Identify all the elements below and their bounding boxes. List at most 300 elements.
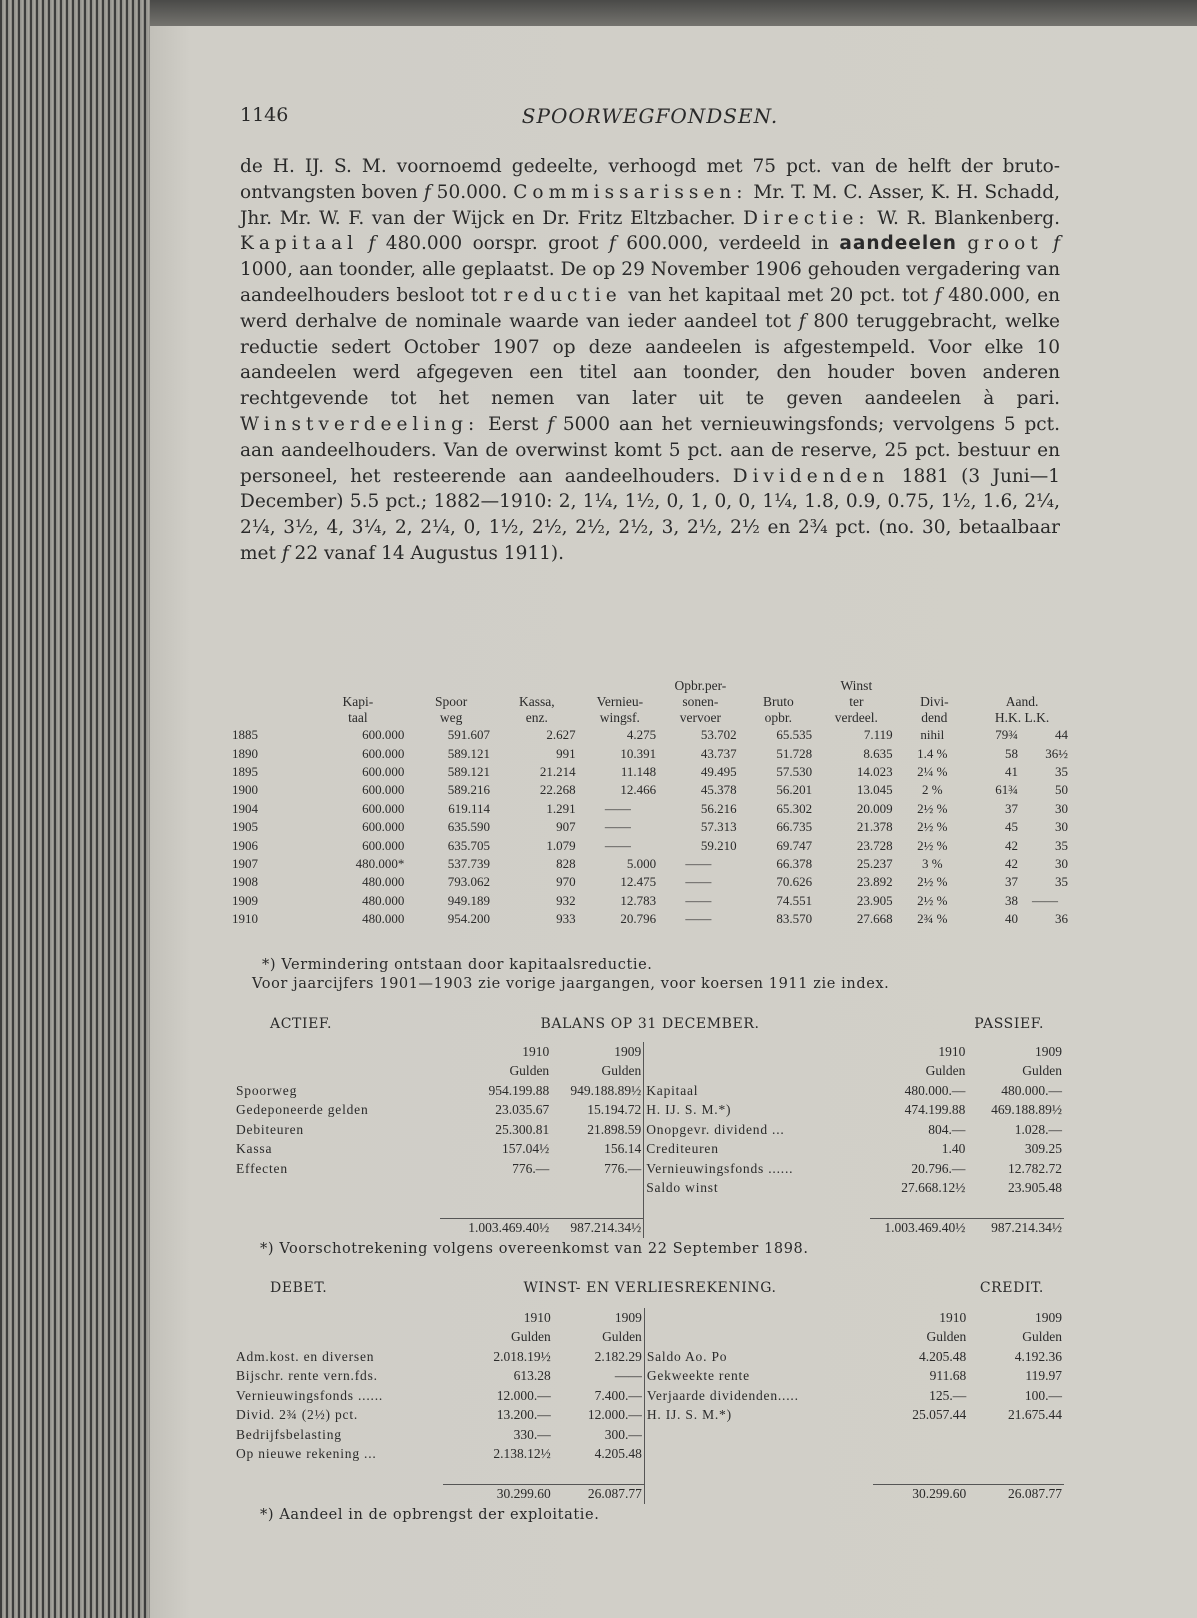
stats-cell: —— — [685, 874, 712, 890]
ledger-row — [234, 1101, 1064, 1121]
stats-cell: 36½ — [1045, 745, 1068, 761]
stats-year: 1909 — [232, 892, 258, 908]
stats-header-cell: Spoor — [435, 694, 468, 709]
stats-header-cell: dend — [921, 710, 948, 725]
text-run: 480.000 oorspr. groot — [375, 233, 609, 255]
ledger-row — [234, 1445, 1064, 1465]
unit: Gulden — [509, 1063, 550, 1079]
right-label: Crediteuren — [644, 1140, 870, 1160]
column-divider — [644, 1042, 870, 1062]
stats-header-row — [232, 678, 1072, 694]
stats-cell: 828 — [556, 855, 576, 871]
stats-cell: 35 — [1055, 763, 1068, 779]
bold-term: aandeelen — [839, 233, 957, 255]
stats-cell: 57.530 — [776, 763, 813, 779]
blank — [968, 1425, 1064, 1445]
year-1910: 1910 — [523, 1309, 551, 1325]
stats-cell: 42 — [1004, 855, 1018, 871]
stats-header-cell — [741, 678, 816, 694]
blank — [551, 1198, 644, 1218]
stats-cell: 14.023 — [856, 763, 893, 779]
stats-cell: 589.121 — [447, 763, 490, 779]
stats-header-cell: H.K. L.K. — [994, 710, 1050, 725]
florin-sign: f — [934, 284, 942, 306]
stats-cell: 38 — [1004, 892, 1018, 908]
total-1910: 30.299.60 — [873, 1484, 969, 1504]
right-value-1910: 804.— — [928, 1121, 966, 1137]
stats-cell: 8.635 — [863, 745, 893, 761]
profit-loss-left-title: DEBET. — [270, 1280, 328, 1296]
ledger-totals — [234, 1484, 1064, 1504]
blank — [870, 1198, 968, 1218]
year-1909: 1909 — [1035, 1309, 1062, 1325]
stats-cell: 56.216 — [700, 800, 737, 816]
blank — [440, 1198, 551, 1218]
spaced-heading: Commissarissen: — [513, 181, 748, 203]
column-divider — [644, 1218, 870, 1238]
stats-cell: 74.551 — [776, 892, 813, 908]
stats-header-cell — [307, 678, 408, 694]
stats-table-head — [232, 678, 1072, 726]
stats-cell: 2¾ % — [917, 911, 948, 927]
stats-cell: 56.201 — [776, 782, 813, 798]
text-run: 22 vanaf 14 Augustus 1911). — [288, 542, 564, 564]
left-value-1910: 330.— — [513, 1426, 551, 1442]
left-label: Divid. 2¾ (2½) pct. — [236, 1407, 359, 1423]
stats-cell: 933 — [556, 911, 576, 927]
stats-cell: 589.216 — [447, 782, 490, 798]
ledger-row — [234, 1179, 1064, 1199]
left-value-1909: 156.14 — [604, 1141, 642, 1157]
stats-header-cell — [580, 678, 661, 694]
stats-header-cell: sonen- — [682, 694, 719, 709]
right-label: Saldo winst — [644, 1179, 870, 1199]
ledger-year-row — [234, 1042, 1064, 1062]
column-divider — [644, 1484, 872, 1504]
total-1910: 1.003.469.40½ — [440, 1218, 551, 1238]
stats-cell: 2½ % — [917, 800, 948, 816]
left-value-1909: 2.182.29 — [594, 1348, 642, 1364]
left-value-1909: 776.— — [604, 1160, 642, 1176]
florin-sign: f — [1053, 233, 1060, 255]
stats-cell: 1.291 — [546, 800, 576, 816]
stats-header-cell: Divi- — [920, 694, 949, 709]
stats-header-cell: wingsf. — [599, 710, 640, 725]
blank — [551, 1179, 644, 1199]
blank — [967, 1198, 1064, 1218]
stats-cell: 40 — [1004, 911, 1018, 927]
stats-cell: —— — [604, 819, 631, 835]
stats-header-cell — [232, 710, 307, 726]
stats-cell: 37 — [1004, 800, 1018, 816]
stats-header-cell: vervoer — [679, 710, 721, 725]
stats-cell: 932 — [556, 892, 576, 908]
column-divider — [644, 1308, 872, 1328]
left-label: Debiteuren — [236, 1121, 304, 1137]
stats-notes — [252, 956, 1052, 994]
text-run: W. R. Blankenberg. — [869, 207, 1060, 229]
right-value-1910: 1.40 — [941, 1141, 966, 1157]
total-1910: 1.003.469.40½ — [870, 1218, 968, 1238]
unit: Gulden — [601, 1063, 642, 1079]
stats-cell: 537.739 — [447, 855, 490, 871]
left-value-1910: 23.035.67 — [495, 1102, 550, 1118]
stats-footnote: *) Vermindering ontstaan door kapitaalsreductie. — [262, 957, 653, 973]
stats-row — [232, 763, 1072, 781]
blank — [968, 1464, 1064, 1484]
blank — [873, 1445, 969, 1465]
balance-right-title: PASSIEF. — [974, 1016, 1044, 1032]
blank — [234, 1062, 440, 1082]
stats-cell: 793.062 — [447, 874, 490, 890]
running-title: SPOORWEGFONDSEN. — [521, 104, 779, 128]
left-label: Bijschr. rente vern.fds. — [236, 1368, 378, 1384]
right-value-1910: 125.— — [929, 1387, 967, 1403]
ledger-totals — [234, 1218, 1064, 1238]
stats-cell: 619.114 — [448, 800, 490, 816]
stats-row — [232, 726, 1072, 744]
right-value-1910: 474.199.88 — [904, 1102, 966, 1118]
stats-header-cell: verdeel. — [834, 710, 878, 725]
right-label: Onopgevr. dividend ... — [644, 1120, 870, 1140]
left-value-1909: 12.000.— — [587, 1407, 642, 1423]
text-run: de H. IJ. S. M. voornoemd gedeelte, verhoogd met 75 pct. van de helft der bruto-ontvangsten boven — [240, 156, 1060, 203]
stats-cell: 949.189 — [447, 892, 490, 908]
stats-header-cell — [494, 678, 580, 694]
text-run: 5000 aan het vernieuwingsfonds; vervolgens 5 pct. aan aandeelhouders. Van de overwinst komt 5 pct. aan de reserve, 25 pct. bestuur en personeel, het resteerende aan aandeelhouders. — [240, 413, 1060, 487]
stats-cell: 50 — [1055, 782, 1068, 798]
company-description-paragraph — [240, 154, 1060, 567]
right-value-1909: 100.— — [1024, 1387, 1062, 1403]
stats-year: 1906 — [232, 837, 258, 853]
stats-header-cell: opbr. — [764, 710, 793, 725]
unit: Gulden — [602, 1329, 642, 1345]
text-run: 480.000, en werd derhalve de nominale waarde van ieder aandeel tot — [240, 284, 1060, 332]
left-value-1910: 776.— — [512, 1160, 550, 1176]
spaced-heading: Winstverdeeling: — [240, 413, 480, 435]
text-run: 1881 (3 Juni—1 December) 5.5 pct.; 1882—1910: 2, 1¼, 1½, 0, 1, 0, 0, 1¼, 1.8, 0.9, 0.75, 1½, 1.6, 2¼, 2¼, 3½, 4, 3¼, 2, 2¼, 0, 1½, 2½, 2½, 2½, 3, 2½, 2½ en 2¾ pct. (no. 30, betaalbaar met — [240, 465, 1060, 564]
stats-cell: 2½ % — [917, 892, 948, 908]
blank — [873, 1425, 969, 1445]
stats-cell: 600.000 — [362, 763, 405, 779]
balance-title: BALANS OP 31 DECEMBER. — [540, 1016, 760, 1032]
ledger-row — [234, 1140, 1064, 1160]
stats-cell: 65.302 — [776, 800, 813, 816]
spaced-heading: Kapitaal — [240, 233, 359, 255]
left-value-1909: 4.205.48 — [594, 1446, 642, 1462]
total-1909: 26.087.77 — [968, 1484, 1064, 1504]
stats-header-cell: weg — [439, 710, 463, 725]
column-divider — [644, 1198, 870, 1218]
spaced-heading: reductie — [503, 284, 622, 306]
stats-year: 1905 — [232, 819, 258, 835]
stats-cell: 42 — [1004, 837, 1018, 853]
stats-cell: 49.495 — [700, 763, 737, 779]
column-divider — [644, 1425, 872, 1445]
left-label: Adm.kost. en diversen — [236, 1348, 375, 1364]
stats-header-cell — [232, 694, 307, 710]
stats-year: 1910 — [232, 911, 258, 927]
right-value-1909: 480.000.— — [1001, 1082, 1062, 1098]
stats-year: 1904 — [232, 800, 258, 816]
stats-cell: 480.000* — [355, 855, 405, 871]
stats-cell: 991 — [556, 745, 576, 761]
year-1909: 1909 — [614, 1043, 642, 1059]
stats-cell: 51.728 — [776, 745, 813, 761]
left-label: Bedrijfsbelasting — [236, 1426, 342, 1442]
stats-cell: 22.268 — [539, 782, 576, 798]
right-label: Gekweekte rente — [644, 1367, 872, 1387]
right-value-1909: 1.028.— — [1014, 1121, 1062, 1137]
stats-row — [232, 855, 1072, 873]
stats-cell: 23.892 — [856, 874, 893, 890]
text-run: 50.000. — [430, 181, 514, 203]
stats-cell: 20.009 — [856, 800, 893, 816]
book-page-edges — [0, 0, 150, 1618]
stats-cell: 3 % — [922, 855, 943, 871]
text-run: van het kapitaal met 20 pct. tot — [621, 284, 935, 306]
right-value-1910: 27.668.12½ — [901, 1180, 966, 1196]
stats-cell: 69.747 — [776, 837, 813, 853]
annual-statistics-table — [232, 678, 1072, 928]
right-label: Kapitaal — [644, 1081, 870, 1101]
stats-header-cell: enz. — [525, 710, 548, 725]
stats-cell: 35 — [1055, 874, 1068, 890]
left-value-1910: 2.018.19½ — [493, 1348, 551, 1364]
right-value-1909: 309.25 — [1024, 1141, 1062, 1157]
stats-header-cell: ter — [849, 694, 864, 709]
ledger-unit-row — [234, 1328, 1064, 1348]
spaced-heading: Directie: — [743, 207, 870, 229]
year-1909: 1909 — [1035, 1043, 1062, 1059]
stats-header-cell: Opbr.per- — [674, 678, 727, 693]
blank — [968, 1445, 1064, 1465]
profit-loss-footnote: *) Aandeel in de opbrengst der exploitatie. — [260, 1507, 600, 1523]
stats-cell: 61¾ — [995, 782, 1018, 798]
right-value-1910: 25.057.44 — [912, 1407, 967, 1423]
stats-cell: 1.4 % — [917, 745, 948, 761]
stats-cell: —— — [1031, 892, 1058, 908]
right-label: H. IJ. S. M.*) — [644, 1101, 870, 1121]
left-label: Gedeponeerde gelden — [236, 1102, 369, 1118]
stats-row — [232, 873, 1072, 891]
left-label: Effecten — [236, 1160, 288, 1176]
stats-cell: 45 — [1004, 819, 1018, 835]
stats-cell: 83.570 — [776, 911, 813, 927]
stats-cell: 907 — [556, 819, 576, 835]
left-value-1910: 12.000.— — [496, 1387, 551, 1403]
balance-sheet-table — [234, 1042, 1064, 1238]
left-value-1909: 7.400.— — [594, 1387, 642, 1403]
unit: Gulden — [510, 1329, 551, 1345]
florin-sign: f — [281, 542, 289, 564]
profit-loss-table — [234, 1308, 1064, 1504]
profit-loss-title: WINST- EN VERLIESREKENING. — [523, 1280, 777, 1296]
blank — [234, 1042, 440, 1062]
right-value-1910: 4.205.48 — [919, 1348, 967, 1364]
stats-year: 1907 — [232, 855, 258, 871]
stats-cell: 2½ % — [917, 819, 948, 835]
text-run: Mr. T. M. C. Asser, K. H. Schadd, Jhr. Mr. W. F. van der Wijck en Dr. Fritz Eltzbacher. — [240, 181, 1060, 229]
stats-cell: 2 % — [922, 782, 943, 798]
blank — [440, 1179, 551, 1199]
stats-cell: 13.045 — [856, 782, 893, 798]
column-divider — [644, 1445, 872, 1465]
stats-row — [232, 744, 1072, 762]
unit: Gulden — [1022, 1329, 1062, 1345]
column-divider — [644, 1062, 870, 1082]
stats-cell: 5.000 — [626, 855, 657, 871]
stats-cell: 25.237 — [856, 855, 893, 871]
balance-left-title: ACTIEF. — [270, 1016, 333, 1032]
stats-header-cell: taal — [348, 710, 368, 725]
stats-cell: 37 — [1004, 874, 1018, 890]
right-label: H. IJ. S. M.*) — [644, 1406, 872, 1426]
ledger-row — [234, 1120, 1064, 1140]
stats-cell: 600.000 — [362, 837, 405, 853]
stats-cell: 970 — [556, 874, 576, 890]
text-run: 1000, aan toonder, alle geplaatst. De op 29 November 1906 gehouden vergadering van aandeelhouders besloot tot — [240, 259, 1060, 306]
stats-cell: 66.378 — [776, 855, 813, 871]
florin-sign: f — [368, 233, 376, 255]
stats-cell: 600.000 — [362, 819, 405, 835]
left-value-1910: 157.04½ — [501, 1141, 550, 1157]
ledger-row — [234, 1367, 1064, 1387]
stats-cell: 65.535 — [776, 727, 813, 743]
column-divider — [644, 1464, 872, 1484]
ledger-row — [234, 1386, 1064, 1406]
stats-cell: 2¼ % — [917, 763, 948, 779]
stats-cell: 480.000 — [362, 911, 405, 927]
stats-cell: —— — [685, 911, 712, 927]
stats-cell: 954.200 — [447, 911, 490, 927]
right-label: Vernieuwingsfonds ...... — [644, 1159, 870, 1179]
left-label: Kassa — [236, 1141, 273, 1157]
left-value-1910: 954.199.88 — [488, 1082, 550, 1098]
stats-cell: 58 — [1004, 745, 1018, 761]
text-run: Eerst — [479, 413, 548, 435]
blank — [234, 1484, 443, 1504]
scan-top-band — [0, 0, 1197, 28]
year-1909: 1909 — [614, 1309, 642, 1325]
left-value-1909: 949.188.89½ — [570, 1082, 642, 1098]
left-value-1909: 21.898.59 — [587, 1121, 642, 1137]
stats-row — [232, 800, 1072, 818]
stats-cell: 12.475 — [620, 874, 657, 890]
blank — [234, 1464, 443, 1484]
total-1910: 30.299.60 — [443, 1484, 553, 1504]
profit-loss-right-title: CREDIT. — [979, 1280, 1044, 1296]
stats-header-cell — [897, 678, 972, 694]
stats-cell: 591.607 — [447, 727, 490, 743]
stats-cell: 2.627 — [546, 727, 576, 743]
right-value-1909: 119.97 — [1025, 1368, 1062, 1384]
stats-cell: 41 — [1004, 763, 1018, 779]
stats-cell: 35 — [1055, 837, 1068, 853]
stats-header-cell: Bruto — [762, 694, 794, 709]
stats-cell: 635.590 — [447, 819, 490, 835]
left-value-1909: 15.194.72 — [587, 1102, 642, 1118]
stats-year: 1908 — [232, 874, 258, 890]
stats-cell: 589.121 — [447, 745, 490, 761]
right-value-1909: 469.188.89½ — [991, 1102, 1062, 1118]
right-value-1910: 20.796.— — [911, 1160, 966, 1176]
text-run — [358, 233, 368, 254]
page-header — [240, 104, 1060, 134]
stats-header-cell — [408, 678, 494, 694]
text-run — [1043, 233, 1053, 254]
stats-cell: 10.391 — [620, 745, 657, 761]
stats-cell: 30 — [1055, 819, 1068, 835]
stats-cell: 21.214 — [539, 763, 576, 779]
year-1910: 1910 — [939, 1309, 967, 1325]
florin-sign: f — [608, 233, 616, 255]
page-number: 1146 — [240, 104, 289, 126]
stats-cell: 21.378 — [856, 819, 893, 835]
ledger-row — [234, 1425, 1064, 1445]
stats-header-row — [232, 710, 1072, 726]
balance-footnote: *) Voorschotrekening volgens overeenkomst van 22 September 1898. — [260, 1241, 809, 1257]
stats-cell: 45.378 — [700, 782, 737, 798]
ledger-unit-row — [234, 1062, 1064, 1082]
stats-header-cell: Kapi- — [342, 694, 374, 709]
stats-cell: 600.000 — [362, 800, 405, 816]
right-value-1909: 4.192.36 — [1014, 1348, 1062, 1364]
spaced-heading: Dividenden — [732, 465, 890, 487]
ledger-spacer — [234, 1198, 1064, 1218]
stats-cell: 2½ % — [917, 837, 948, 853]
unit: Gulden — [925, 1063, 966, 1079]
stats-cell: —— — [685, 892, 712, 908]
florin-sign: f — [798, 310, 806, 332]
stats-cell: 53.702 — [700, 727, 737, 743]
stats-cell: 57.313 — [700, 819, 737, 835]
left-value-1910: 13.200.— — [496, 1407, 551, 1423]
stats-header-cell: Aand. — [1005, 694, 1039, 709]
stats-header-cell — [972, 678, 1072, 694]
spaced-heading: groot — [967, 233, 1043, 255]
blank — [234, 1308, 443, 1328]
stats-cell: 11.148 — [620, 763, 657, 779]
stats-cell: 30 — [1055, 855, 1068, 871]
stats-cell: 600.000 — [362, 782, 405, 798]
left-label: Op nieuwe rekening ... — [236, 1446, 377, 1462]
unit: Gulden — [1022, 1063, 1062, 1079]
text-run — [957, 233, 967, 254]
stats-cell: 23.728 — [856, 837, 893, 853]
text-run: 600.000, verdeeld in — [615, 233, 840, 255]
stats-header-cell: Winst — [840, 678, 873, 693]
right-value-1910: 911.68 — [929, 1368, 967, 1384]
stats-cell: —— — [604, 837, 631, 853]
stats-cell: 7.119 — [863, 727, 893, 743]
blank — [443, 1464, 553, 1484]
left-value-1910: 25.300.81 — [495, 1121, 550, 1137]
stats-cell: 70.626 — [776, 874, 813, 890]
total-1909: 987.214.34½ — [967, 1218, 1064, 1238]
stats-header-cell — [232, 678, 307, 694]
stats-cell: 20.796 — [620, 911, 657, 927]
left-value-1909: —— — [614, 1368, 642, 1384]
stats-reference-note: Voor jaarcijfers 1901—1903 zie vorige jaargangen, voor koersen 1911 zie index. — [252, 976, 890, 992]
right-value-1909: 21.675.44 — [1008, 1407, 1062, 1423]
stats-cell: 79¾ — [995, 727, 1018, 743]
stats-cell: 23.905 — [856, 892, 893, 908]
total-1909: 987.214.34½ — [551, 1218, 644, 1238]
left-label: Spoorweg — [236, 1082, 298, 1098]
stats-year: 1885 — [232, 727, 258, 743]
stats-cell: 30 — [1055, 800, 1068, 816]
